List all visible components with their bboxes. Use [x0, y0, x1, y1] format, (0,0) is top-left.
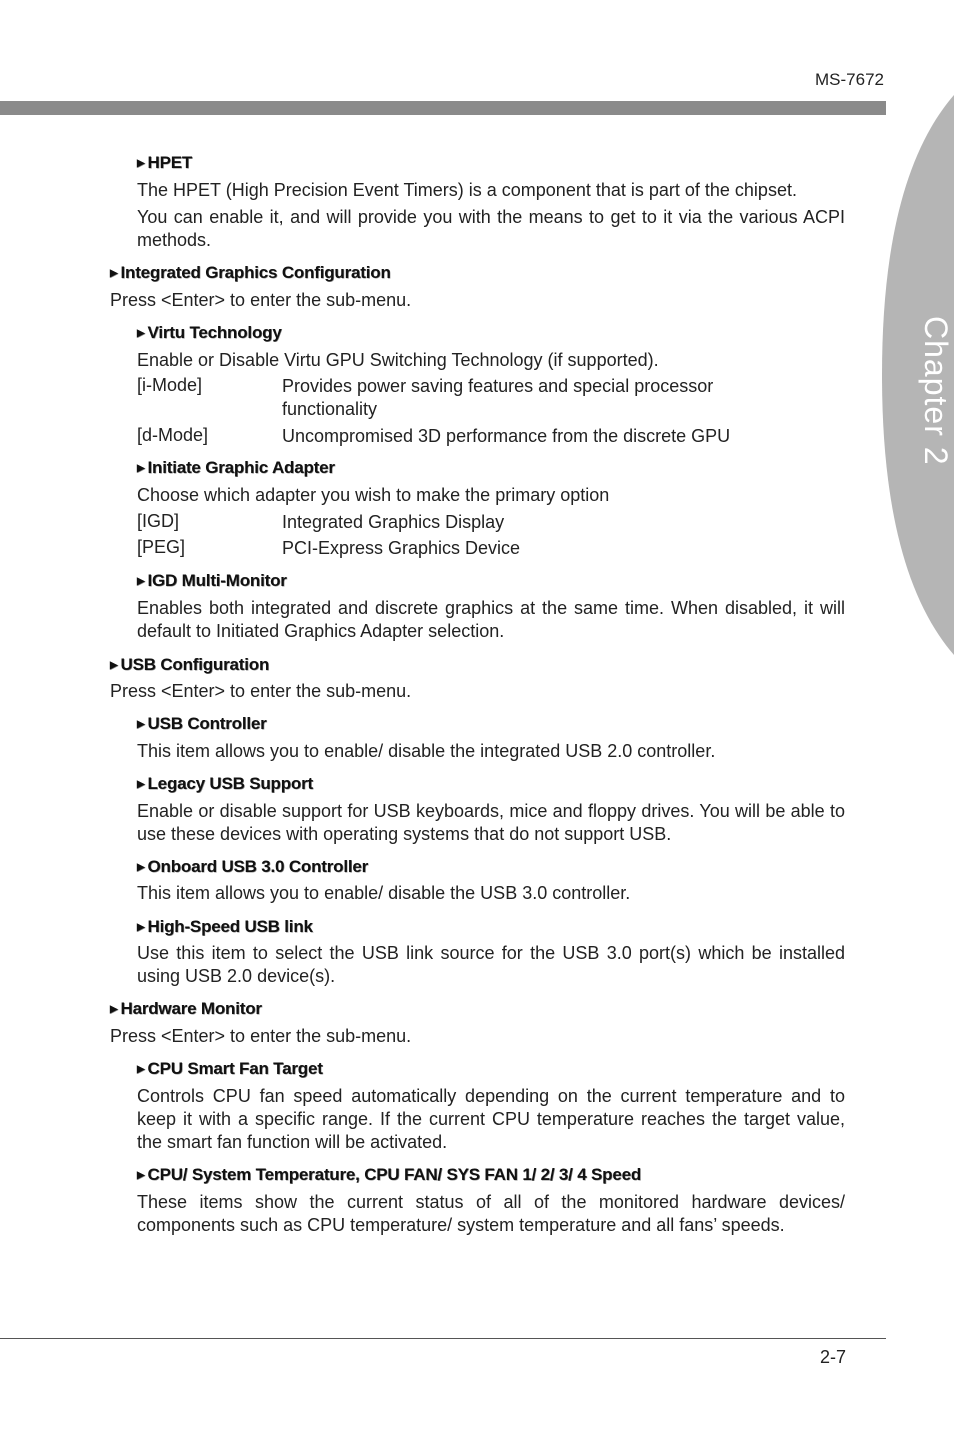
option-value: PCI-Express Graphics Device: [282, 538, 521, 558]
heading-temperature-fan-speed: [137, 1165, 641, 1185]
virtu-desc: Enable or Disable Virtu GPU Switching Technology (if supported).: [137, 350, 659, 370]
cpu-smart-fan-target-desc: Controls CPU fan speed automatically depending on the current temperature and to keep it with a specific range. If the current CPU temperature reaches the target value, the smart fan function will be activated.: [137, 1086, 845, 1152]
usb-configuration-desc: Press <Enter> to enter the sub-menu.: [110, 681, 412, 701]
chapter-tab-label: Chapter 2: [918, 316, 954, 466]
heading-cpu-smart-fan-target-text: CPU Smart Fan Target: [147, 1059, 323, 1078]
triangle-bullet-icon: ▶: [137, 463, 145, 474]
usb-controller-desc: This item allows you to enable/ disable the integrated USB 2.0 controller.: [137, 741, 716, 761]
heading-temperature-fan-speed-text: CPU/ System Temperature, CPU FAN/ SYS FAN 1/ 2/ 3/ 4 Speed: [147, 1165, 642, 1184]
triangle-bullet-icon: ▶: [110, 1004, 118, 1015]
heading-igd-multi-monitor-text: IGD Multi-Monitor: [147, 571, 287, 590]
triangle-bullet-icon: ▶: [137, 1170, 145, 1181]
heading-usb-configuration: [110, 655, 269, 675]
heading-igd-multi-monitor: [137, 571, 287, 591]
hardware-monitor-desc: Press <Enter> to enter the sub-menu.: [110, 1026, 412, 1046]
triangle-bullet-icon: ▶: [137, 158, 145, 169]
option-value: Integrated Graphics Display: [282, 512, 505, 532]
hpet-paragraph-1: The HPET (High Precision Event Timers) is a component that is part of the chipset.: [137, 180, 797, 200]
heading-hardware-monitor: [110, 999, 262, 1019]
triangle-bullet-icon: ▶: [137, 719, 145, 730]
option-value: Provides power saving features and special processor functionality: [282, 376, 714, 419]
igd-multi-monitor-desc: Enables both integrated and discrete graphics at the same time. When disabled, it will default to Initiated Graphics Adapter selection.: [137, 598, 845, 641]
triangle-bullet-icon: ▶: [137, 779, 145, 790]
heading-legacy-usb-text: Legacy USB Support: [147, 774, 313, 793]
heading-initiate-graphic-adapter: [137, 458, 335, 478]
model-number: MS-7672: [815, 70, 884, 89]
heading-initiate-graphic-adapter-text: Initiate Graphic Adapter: [147, 458, 335, 477]
heading-virtu: [137, 323, 282, 343]
triangle-bullet-icon: ▶: [137, 922, 145, 933]
triangle-bullet-icon: ▶: [110, 268, 118, 279]
heading-hardware-monitor-text: Hardware Monitor: [120, 999, 262, 1018]
option-key: [d-Mode]: [137, 425, 209, 445]
heading-usb-controller: [137, 714, 267, 734]
initiate-graphic-adapter-desc: Choose which adapter you wish to make the primary option: [137, 485, 610, 505]
page-number: 2-7: [819, 1347, 846, 1367]
high-speed-usb-link-desc: Use this item to select the USB link source for the USB 3.0 port(s) which be installed using USB 2.0 device(s).: [137, 943, 845, 986]
heading-onboard-usb3-text: Onboard USB 3.0 Controller: [147, 857, 369, 876]
option-key: [PEG]: [137, 537, 186, 557]
heading-high-speed-usb-link: [137, 917, 313, 937]
heading-hpet-text: HPET: [147, 153, 193, 172]
triangle-bullet-icon: ▶: [137, 328, 145, 339]
heading-integrated-graphics-text: Integrated Graphics Configuration: [120, 263, 391, 282]
heading-cpu-smart-fan-target: [137, 1059, 323, 1079]
onboard-usb3-desc: This item allows you to enable/ disable the USB 3.0 controller.: [137, 883, 631, 903]
triangle-bullet-icon: ▶: [137, 576, 145, 587]
triangle-bullet-icon: ▶: [110, 660, 118, 671]
option-key: [i-Mode]: [137, 375, 203, 395]
integrated-graphics-desc: Press <Enter> to enter the sub-menu.: [110, 290, 412, 310]
header-bar: [0, 101, 886, 115]
triangle-bullet-icon: ▶: [137, 862, 145, 873]
triangle-bullet-icon: ▶: [137, 1064, 145, 1075]
hpet-paragraph-2: You can enable it, and will provide you with the means to get to it via the various ACPI methods.: [137, 207, 845, 250]
heading-usb-configuration-text: USB Configuration: [120, 655, 270, 674]
heading-onboard-usb3: [137, 857, 368, 877]
heading-legacy-usb: [137, 774, 313, 794]
legacy-usb-desc: Enable or disable support for USB keyboards, mice and floppy drives. You will be able to use these devices with operating systems that do not support USB.: [137, 801, 845, 844]
option-key: [IGD]: [137, 511, 180, 531]
heading-integrated-graphics: [110, 263, 391, 283]
heading-hpet: [137, 153, 192, 173]
heading-virtu-text: Virtu Technology: [147, 323, 282, 342]
footer-rule: [0, 1338, 886, 1339]
option-value: Uncompromised 3D performance from the discrete GPU: [282, 426, 731, 446]
heading-usb-controller-text: USB Controller: [147, 714, 267, 733]
temperature-fan-speed-desc: These items show the current status of all of the monitored hardware devices/ components such as CPU temperature/ system temperature and all fans’ speeds.: [137, 1192, 845, 1235]
heading-high-speed-usb-link-text: High-Speed USB link: [147, 917, 313, 936]
